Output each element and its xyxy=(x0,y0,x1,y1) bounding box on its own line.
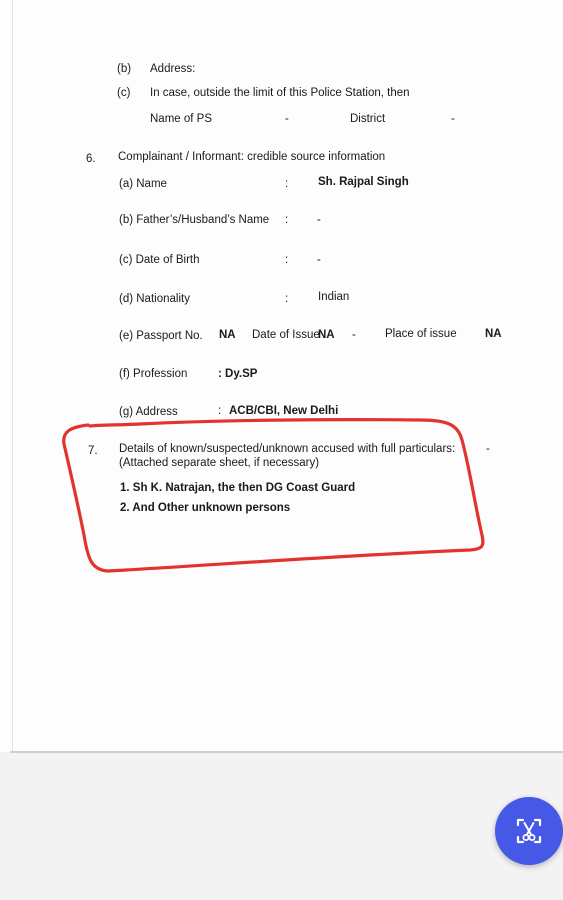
item7-number: 7. xyxy=(88,445,98,457)
dob-label: (c) Date of Birth xyxy=(119,254,200,266)
item7-trailing-dash: - xyxy=(486,443,490,455)
item5-c-text: In case, outside the limit of this Police Station, then xyxy=(150,87,410,99)
father-name-value: - xyxy=(317,214,321,226)
item5-c-marker: (c) xyxy=(117,87,131,99)
profession-label: (f) Profession xyxy=(119,368,188,380)
screenshot-edit-button[interactable] xyxy=(495,797,563,865)
issue-date-label: Date of Issue xyxy=(252,329,320,341)
place-of-issue-value: NA xyxy=(485,328,502,340)
passport-label: (e) Passport No. xyxy=(119,330,203,342)
item7-heading-line2: (Attached separate sheet, if necessary) xyxy=(119,457,320,469)
place-of-issue-label: Place of issue xyxy=(385,328,457,340)
informant-address-colon: : xyxy=(218,405,222,417)
nationality-value: Indian xyxy=(318,291,350,303)
issue-date-dash: - xyxy=(352,329,356,341)
name-of-ps-label: Name of PS xyxy=(150,113,212,125)
issue-date-value: NA xyxy=(318,329,335,341)
item6-heading: Complainant / Informant: credible source information xyxy=(118,151,386,163)
complainant-name-label: (a) Name xyxy=(119,178,167,190)
page-bottom-edge xyxy=(10,751,563,753)
item6-number: 6. xyxy=(86,153,96,165)
informant-address-label: (g) Address xyxy=(119,406,178,418)
profession-value: : Dy.SP xyxy=(218,368,258,380)
nationality-colon: : xyxy=(285,293,289,305)
father-name-colon: : xyxy=(285,214,289,226)
scissors-crop-icon xyxy=(514,816,544,846)
accused-entry-1: 1. Sh K. Natrajan, the then DG Coast Guard xyxy=(120,482,356,494)
district-value: - xyxy=(451,113,455,125)
item5-b-label: Address: xyxy=(150,63,196,75)
complainant-name-value: Sh. Rajpal Singh xyxy=(318,176,409,188)
complainant-name-colon: : xyxy=(285,178,289,190)
dob-value: - xyxy=(317,254,321,266)
passport-value: NA xyxy=(219,329,236,341)
father-name-label: (b) Father’s/Husband’s Name xyxy=(119,214,270,226)
district-label: District xyxy=(350,113,386,125)
item5-b-marker: (b) xyxy=(117,63,132,75)
item7-heading-line1: Details of known/suspected/unknown accused with full particulars: xyxy=(119,443,456,455)
name-of-ps-value: - xyxy=(285,113,289,125)
nationality-label: (d) Nationality xyxy=(119,293,190,305)
informant-address-value: ACB/CBI, New Delhi xyxy=(229,405,339,417)
accused-entry-2: 2. And Other unknown persons xyxy=(120,502,291,514)
dob-colon: : xyxy=(285,254,289,266)
page-left-edge xyxy=(12,0,13,752)
